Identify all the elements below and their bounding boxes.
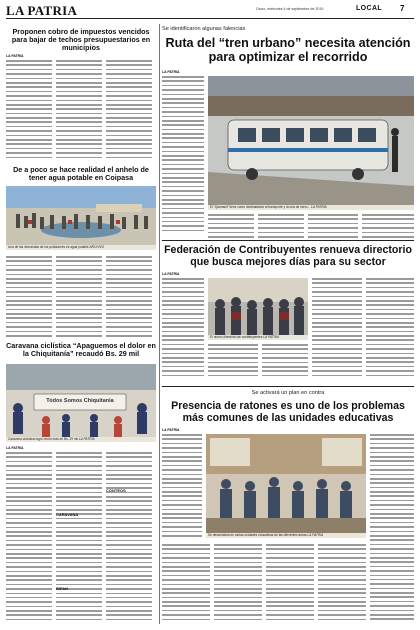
masthead-rule xyxy=(6,18,414,19)
story-left-2-col-a xyxy=(6,256,52,338)
story-main-overline: Se identificaron algunas falencias xyxy=(162,26,246,32)
story-left-1-col-b xyxy=(56,60,102,160)
story-middle-col-c xyxy=(262,344,308,380)
story-bottom-col-f xyxy=(318,544,366,624)
story-left-1-headline: Proponen cobro de impuestos vencidos para bajar de techos presupuestarios en municipios xyxy=(11,27,151,53)
column-separator xyxy=(159,24,160,624)
tren-urbano-photo xyxy=(208,76,414,210)
caravana-photo xyxy=(6,364,156,442)
story-main-col-d xyxy=(308,214,358,238)
middle-rule xyxy=(162,240,414,241)
bottom-rule xyxy=(162,386,414,387)
story-left-3-col-a xyxy=(6,452,52,624)
subhead-bifan: BIFAN xyxy=(56,586,68,591)
subhead-caravana: CARAVANA xyxy=(56,512,79,517)
story-bottom-headline: Presencia de ratones es uno de los problemas más comunes de las unidades educativas xyxy=(171,400,405,424)
caravana-photo-caption: Caravana ciclística logró reunir más de Bs. 29 mil LA PATRIA xyxy=(6,437,156,442)
story-bottom-col-d xyxy=(214,544,262,624)
story-left-3-col-b xyxy=(56,452,102,624)
caravana-banner: Todos Somos Chiquitania xyxy=(46,398,114,404)
ratones-photo xyxy=(206,434,366,538)
ratones-photo-caption: Se desarrollará en varias unidades educativas de las diferentes áreas LA PATRIA xyxy=(206,533,366,538)
story-left-2-headline: De a poco se hace realidad el anhelo de tener agua potable en Coipasa xyxy=(13,165,149,183)
story-bottom-col-e xyxy=(266,544,314,624)
story-left-3-col-c xyxy=(106,452,152,624)
masthead-date: Oruro, miércoles 4 de septiembre de 2019 xyxy=(256,7,324,11)
coipasa-photo xyxy=(6,186,156,250)
story-bottom-kicker: LA PATRIA xyxy=(162,428,180,432)
story-middle-kicker: LA PATRIA xyxy=(162,272,180,276)
story-main-col-e xyxy=(362,214,414,238)
story-middle-col-a xyxy=(162,278,204,380)
story-left-3-kicker: LA PATRIA xyxy=(6,446,24,450)
story-left-1-col-a xyxy=(6,60,52,160)
page-number: 7 xyxy=(400,4,405,13)
story-middle-col-e xyxy=(366,278,414,380)
story-left-1-col-c xyxy=(106,60,152,160)
tren-urbano-photo-caption: El “Qamasiri” tiene como destinatarios al transporte y la ruta de cerro... LA PATRIA xyxy=(208,205,414,210)
story-main-headline: Ruta del “tren urbano” necesita atención para optimizar el recorrido xyxy=(165,36,411,64)
masthead-logo: LA PATRIA xyxy=(6,3,78,18)
story-main-col-c xyxy=(258,214,304,238)
story-left-2-col-b xyxy=(56,256,102,338)
section-label: LOCAL xyxy=(356,5,383,12)
story-middle-col-d xyxy=(312,278,362,380)
story-bottom-col-a xyxy=(162,434,202,538)
contribuyentes-photo-caption: El nuevo directorio de contribuyentes LA PATRIA xyxy=(208,335,308,340)
story-main-col-a xyxy=(162,76,204,236)
story-main-kicker: LA PATRIA xyxy=(162,70,180,74)
story-main-col-b xyxy=(208,214,254,238)
story-bottom-col-b xyxy=(370,434,414,624)
story-bottom-overline: Se activará un plan en contra xyxy=(251,390,325,396)
coipasa-photo-caption: Una de las demandas de los pobladores es agua potable ARCHIVO xyxy=(6,245,156,250)
contribuyentes-photo xyxy=(208,278,308,340)
story-left-1-kicker: LA PATRIA xyxy=(6,54,24,58)
subhead-conteos: CONTEOS xyxy=(106,488,126,493)
story-left-3-headline: Caravana ciclística “Apaguemos el dolor en la Chiquitanía” recaudó Bs. 29 mil xyxy=(6,341,156,359)
masthead xyxy=(0,0,420,22)
story-middle-headline: Federación de Contribuyentes renueva directorio que busca mejores días para su sector xyxy=(164,244,412,268)
story-middle-col-b xyxy=(208,344,258,380)
story-left-2-col-c xyxy=(106,256,152,338)
story-bottom-col-c xyxy=(162,544,210,624)
